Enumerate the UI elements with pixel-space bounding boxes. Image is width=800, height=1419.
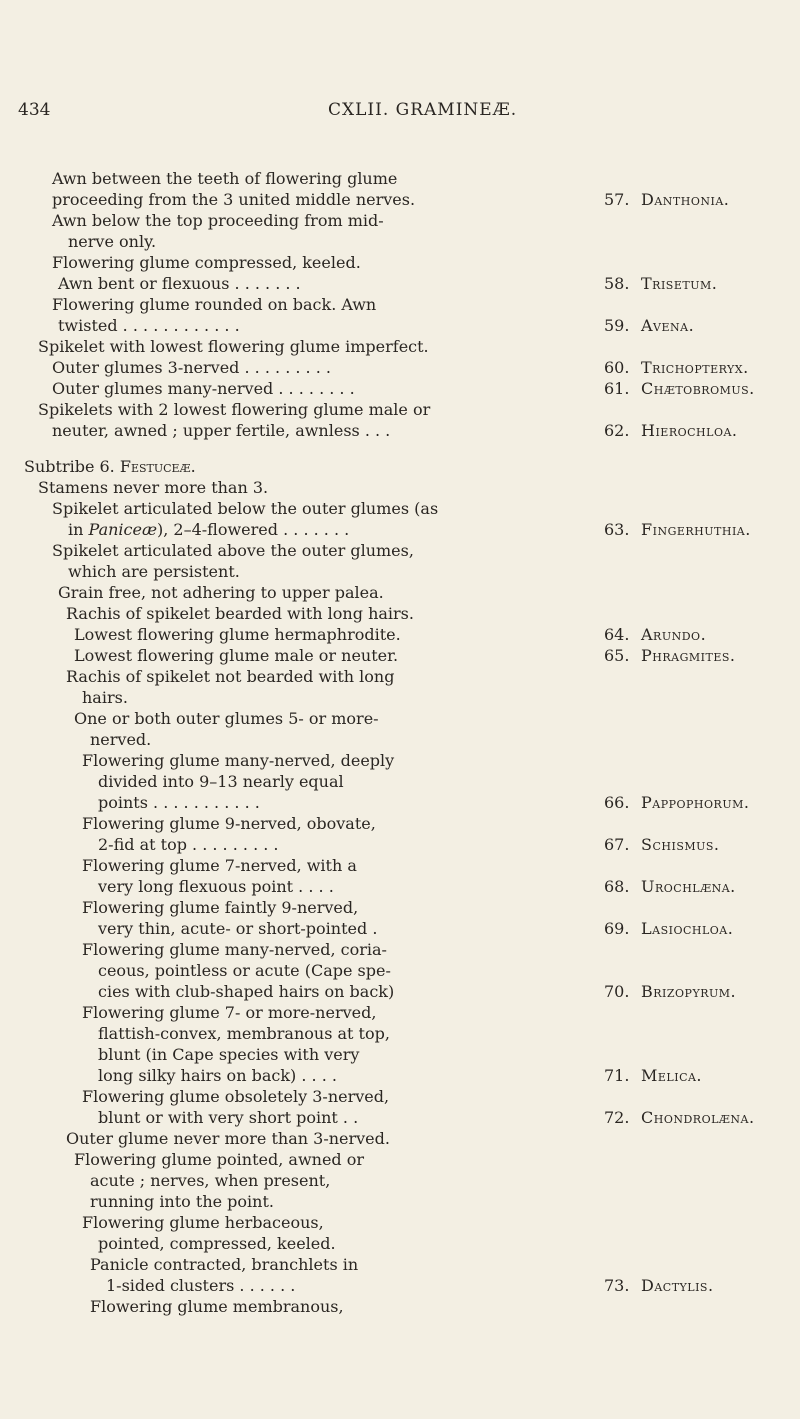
key-text: long silky hairs on back) . . . . bbox=[98, 1066, 337, 1085]
key-row bbox=[0, 981, 800, 1002]
key-text: Outer glumes many-nerved . . . . . . . . bbox=[52, 379, 355, 398]
key-text: Flowering glume pointed, awned or bbox=[74, 1150, 365, 1169]
genus-number: 63. bbox=[604, 520, 630, 539]
key-text: Flowering glume 9-nerved, obovate, bbox=[82, 814, 376, 833]
genus-number: 73. bbox=[604, 1276, 630, 1295]
key-text: Spikelet articulated above the outer glumes, bbox=[52, 541, 414, 560]
key-text: very thin, acute- or short-pointed . bbox=[98, 919, 378, 938]
genus-number: 57. bbox=[604, 190, 630, 209]
key-row bbox=[0, 273, 800, 294]
key-row bbox=[0, 960, 800, 981]
key-row bbox=[0, 729, 800, 750]
key-row bbox=[0, 477, 800, 498]
genus-name: Fingerhuthia. bbox=[641, 520, 751, 539]
genus-name: Danthonia. bbox=[641, 190, 730, 209]
key-row bbox=[0, 1065, 800, 1086]
genus-name: Lasiochloa. bbox=[641, 919, 734, 938]
genus-number: 67. bbox=[604, 835, 630, 854]
key-text: Awn between the teeth of flowering glume bbox=[52, 169, 398, 188]
key-block-2 bbox=[0, 456, 800, 1317]
key-row bbox=[0, 1149, 800, 1170]
genus-name: Phragmites. bbox=[641, 646, 736, 665]
subtribe-label: Subtribe 6. bbox=[24, 457, 115, 476]
key-text: points . . . . . . . . . . . bbox=[98, 793, 260, 812]
key-row bbox=[0, 603, 800, 624]
key-row bbox=[0, 897, 800, 918]
key-row bbox=[0, 876, 800, 897]
genus-name: Dactylis. bbox=[641, 1276, 714, 1295]
key-text: Flowering glume many-nerved, deeply bbox=[82, 751, 395, 770]
key-row bbox=[0, 1170, 800, 1191]
key-text: Flowering glume many-nerved, coria- bbox=[82, 940, 387, 959]
subtribe-name: Festuceæ. bbox=[119, 457, 196, 476]
genus-number: 65. bbox=[604, 646, 630, 665]
key-row bbox=[0, 624, 800, 645]
key-row bbox=[0, 540, 800, 561]
key-row bbox=[0, 294, 800, 315]
running-header: CXLII. GRAMINEÆ. bbox=[328, 100, 518, 120]
key-row bbox=[0, 168, 800, 189]
key-row bbox=[0, 750, 800, 771]
key-text: nerved. bbox=[90, 730, 152, 749]
key-text: Outer glume never more than 3-nerved. bbox=[66, 1129, 390, 1148]
key-text: Grain free, not adhering to upper palea. bbox=[58, 583, 384, 602]
genus-number: 62. bbox=[604, 421, 630, 440]
key-text: Spikelet with lowest flowering glume imperfect. bbox=[38, 337, 429, 356]
key-row bbox=[0, 210, 800, 231]
key-row bbox=[0, 1212, 800, 1233]
key-text: twisted . . . . . . . . . . . . bbox=[58, 316, 240, 335]
key-row bbox=[0, 420, 800, 441]
key-row bbox=[0, 231, 800, 252]
genus-number: 69. bbox=[604, 919, 630, 938]
key-text: in Paniceæ), 2–4-flowered . . . . . . . bbox=[68, 520, 350, 539]
key-text: Flowering glume membranous, bbox=[90, 1297, 344, 1316]
key-text: proceeding from the 3 united middle nerves. bbox=[52, 190, 416, 209]
genus-name: Schismus. bbox=[641, 835, 720, 854]
genus-number: 59. bbox=[604, 316, 630, 335]
genus-name: Arundo. bbox=[641, 625, 707, 644]
key-row bbox=[0, 315, 800, 336]
key-text: Lowest flowering glume hermaphrodite. bbox=[74, 625, 401, 644]
key-text: blunt or with very short point . . bbox=[98, 1108, 359, 1127]
key-row bbox=[0, 1002, 800, 1023]
key-text: Flowering glume compressed, keeled. bbox=[52, 253, 361, 272]
genus-number: 68. bbox=[604, 877, 630, 896]
key-text: acute ; nerves, when present, bbox=[90, 1171, 331, 1190]
genus-name: Melica. bbox=[641, 1066, 703, 1085]
key-text: blunt (in Cape species with very bbox=[98, 1045, 360, 1064]
key-row bbox=[0, 1107, 800, 1128]
key-row bbox=[0, 834, 800, 855]
key-row bbox=[0, 357, 800, 378]
key-row bbox=[0, 792, 800, 813]
key-row bbox=[0, 645, 800, 666]
key-row bbox=[0, 498, 800, 519]
genus-number: 72. bbox=[604, 1108, 630, 1127]
genus-name: Pappophorum. bbox=[641, 793, 750, 812]
key-row bbox=[0, 1128, 800, 1149]
key-row bbox=[0, 1296, 800, 1317]
key-row bbox=[0, 1023, 800, 1044]
key-row bbox=[0, 1275, 800, 1296]
key-text: hairs. bbox=[82, 688, 128, 707]
key-row bbox=[0, 519, 800, 540]
key-row bbox=[0, 1191, 800, 1212]
key-row bbox=[0, 582, 800, 603]
key-text: flattish-convex, membranous at top, bbox=[98, 1024, 390, 1043]
genus-number: 70. bbox=[604, 982, 630, 1001]
genus-name: Trichopteryx. bbox=[641, 358, 749, 377]
genus-number: 66. bbox=[604, 793, 630, 812]
key-text: 2-fid at top . . . . . . . . . bbox=[98, 835, 279, 854]
key-row bbox=[0, 189, 800, 210]
key-text: Lowest flowering glume male or neuter. bbox=[74, 646, 399, 665]
genus-number: 58. bbox=[604, 274, 630, 293]
key-text: very long flexuous point . . . . bbox=[98, 877, 334, 896]
genus-name: Hierochloa. bbox=[641, 421, 738, 440]
genus-name: Urochlæna. bbox=[641, 877, 736, 896]
key-row bbox=[0, 1254, 800, 1275]
key-row bbox=[0, 939, 800, 960]
key-text: Flowering glume 7- or more-nerved, bbox=[82, 1003, 377, 1022]
key-row bbox=[0, 771, 800, 792]
key-text: Flowering glume obsoletely 3-nerved, bbox=[82, 1087, 390, 1106]
page-number: 434 bbox=[18, 100, 51, 120]
genus-number: 64. bbox=[604, 625, 630, 644]
genus-number: 60. bbox=[604, 358, 630, 377]
key-text: 1-sided clusters . . . . . . bbox=[106, 1276, 296, 1295]
key-block-1 bbox=[0, 168, 800, 441]
key-text: Awn bent or flexuous . . . . . . . bbox=[58, 274, 301, 293]
key-text: Spikelet articulated below the outer glumes (as bbox=[52, 499, 439, 518]
key-row bbox=[0, 1233, 800, 1254]
genus-number: 61. bbox=[604, 379, 630, 398]
key-row bbox=[0, 855, 800, 876]
genus-name: Chætobromus. bbox=[641, 379, 755, 398]
key-row bbox=[0, 1086, 800, 1107]
genus-name: Trisetum. bbox=[641, 274, 718, 293]
key-row bbox=[0, 666, 800, 687]
key-text: Spikelets with 2 lowest flowering glume male or bbox=[38, 400, 431, 419]
key-text: ceous, pointless or acute (Cape spe- bbox=[98, 961, 391, 980]
key-row bbox=[0, 918, 800, 939]
key-row bbox=[0, 252, 800, 273]
key-row bbox=[0, 687, 800, 708]
key-text: neuter, awned ; upper fertile, awnless . . . bbox=[52, 421, 391, 440]
key-text: nerve only. bbox=[68, 232, 157, 251]
key-text: Stamens never more than 3. bbox=[38, 478, 269, 497]
key-text: running into the point. bbox=[90, 1192, 274, 1211]
key-text: One or both outer glumes 5- or more- bbox=[74, 709, 379, 728]
key-row bbox=[0, 1044, 800, 1065]
key-row bbox=[0, 378, 800, 399]
key-text: Flowering glume herbaceous, bbox=[82, 1213, 324, 1232]
key-row bbox=[0, 708, 800, 729]
key-text: Outer glumes 3-nerved . . . . . . . . . bbox=[52, 358, 331, 377]
key-text: pointed, compressed, keeled. bbox=[98, 1234, 336, 1253]
key-row bbox=[0, 561, 800, 582]
key-text: Panicle contracted, branchlets in bbox=[90, 1255, 359, 1274]
key-row bbox=[0, 399, 800, 420]
key-text: Flowering glume rounded on back. Awn bbox=[52, 295, 377, 314]
genus-name: Brizopyrum. bbox=[641, 982, 737, 1001]
key-text: Flowering glume 7-nerved, with a bbox=[82, 856, 357, 875]
subtribe-heading bbox=[0, 456, 800, 477]
genus-name: Chondrolæna. bbox=[641, 1108, 755, 1127]
genus-number: 71. bbox=[604, 1066, 630, 1085]
key-text: Rachis of spikelet bearded with long hairs. bbox=[66, 604, 414, 623]
key-text: Rachis of spikelet not bearded with long bbox=[66, 667, 395, 686]
key-text: Flowering glume faintly 9-nerved, bbox=[82, 898, 359, 917]
key-text: Awn below the top proceeding from mid- bbox=[52, 211, 384, 230]
genus-name: Avena. bbox=[641, 316, 695, 335]
key-row bbox=[0, 813, 800, 834]
key-text: divided into 9–13 nearly equal bbox=[98, 772, 344, 791]
key-text: which are persistent. bbox=[68, 562, 240, 581]
key-row bbox=[0, 336, 800, 357]
key-text: cies with club-shaped hairs on back) bbox=[98, 982, 395, 1001]
